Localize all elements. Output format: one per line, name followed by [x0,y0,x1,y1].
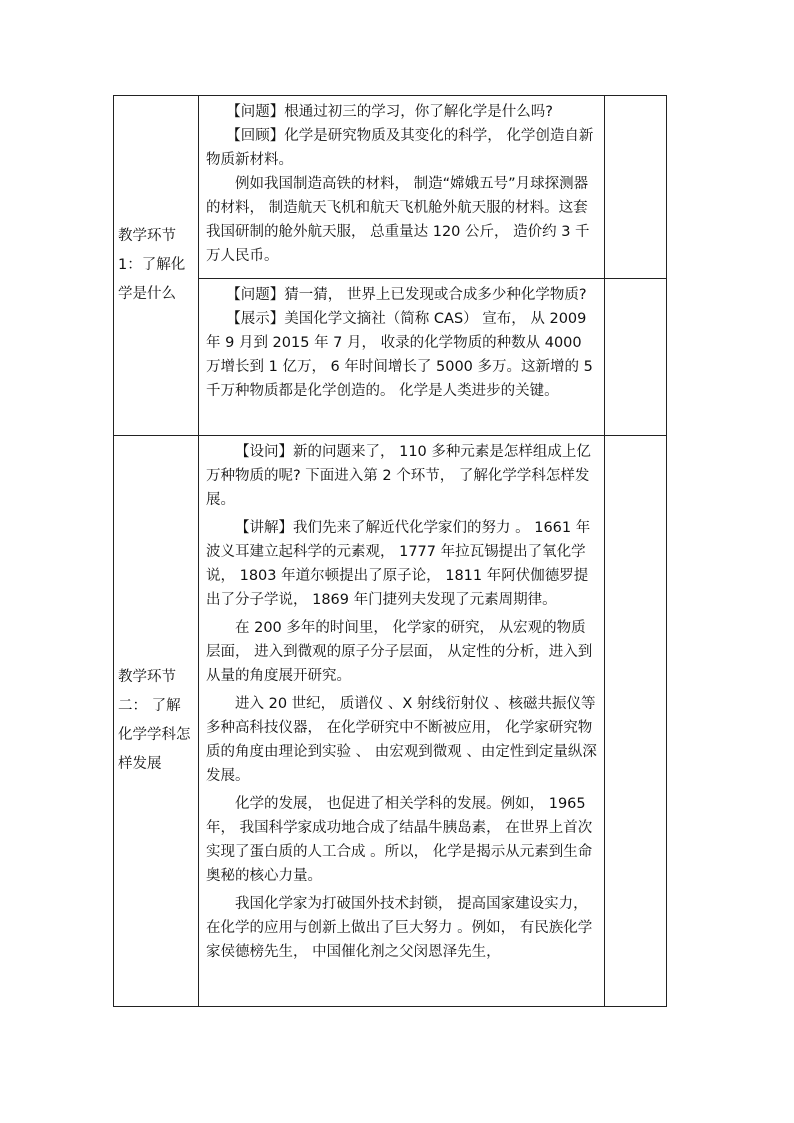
paragraph: 进入 20 世纪， 质谱仪 、X 射线衍射仪 、核磁共振仪等多种高科技仪器， 在化学研究中不断被应用， 化学家研究物质的角度由理论到实验 、 由宏观到微观 、由定性到定量纵深发展。 [206,696,597,784]
paragraph: 【讲解】我们先来了解近代化学家们的努力 。 1661 年波义耳建立起科学的元素观， 1777 年拉瓦锡提出了氧化学说， 1803 年道尔顿提出了原子论， 1811 年阿伏伽德罗提出了分子学说， 1869 年门捷列夫发现了元素周期律。 [206,520,591,608]
paragraph: 【设问】新的问题来了， 110 多种元素是怎样组成上亿万种物质的呢? 下面进入第 2 个环节， 了解化学学科怎样发展。 [206,444,591,508]
paragraph: 在 200 多年的时间里， 化学家的研究， 从宏观的物质层面， 进入到微观的原子分子层面， 从定性的分析，进入到从量的角度展开研究。 [206,620,593,684]
paragraph: 【问题】猜一猜， 世界上已发现或合成多少种化学物质? [226,287,587,303]
paragraph: 例如我国制造高铁的材料， 制造“嫦娥五号”月球探测器的材料， 制造航天飞机和航天飞机舱外航天服的材料。这套我国研制的舱外航天服， 总重量达 120 公斤， 造价约 3 千万人民币。 [206,176,590,264]
paragraph: 【问题】根通过初三的学习，你了解化学是什么吗? [226,104,553,120]
section-2-label: 教学环节二： 了解化学学科怎样发展 [114,436,199,1007]
notes-cell [605,436,667,1007]
paragraph: 【展示】美国化学文摘社（简称 CAS） 宣布， 从 2009 年 9 月到 2015 年 7 月， 收录的化学物质的种数从 4000 万增长到 1 亿万， 6 年时间增长了 5000 多万。这新增的 5 千万种物质都是化学创造的。 化学是人类进步的关键。 [206,311,593,399]
section-1-content-b [199,279,605,436]
notes-cell [605,279,667,436]
section-1-label: 教学环节1：了解化学是什么 [114,96,199,436]
lesson-plan-table [113,95,667,1007]
paragraph: 化学的发展， 也促进了相关学科的发展。例如， 1965 年， 我国科学家成功地合成了结晶牛胰岛素， 在世界上首次实现了蛋白质的人工合成 。所以， 化学是揭示从元素到生命奥秘的核心力量。 [206,796,593,884]
section-2-content [199,436,605,1007]
paragraph: 我国化学家为打破国外技术封锁， 提高国家建设实力， 在化学的应用与创新上做出了巨大努力 。例如， 有民族化学家侯德榜先生， 中国催化剂之父闵恩泽先生， [206,896,593,960]
section-1-content-a [199,96,605,279]
paragraph: 【回顾】化学是研究物质及其变化的科学， 化学创造自新物质新材料。 [206,128,594,168]
notes-cell [605,96,667,279]
